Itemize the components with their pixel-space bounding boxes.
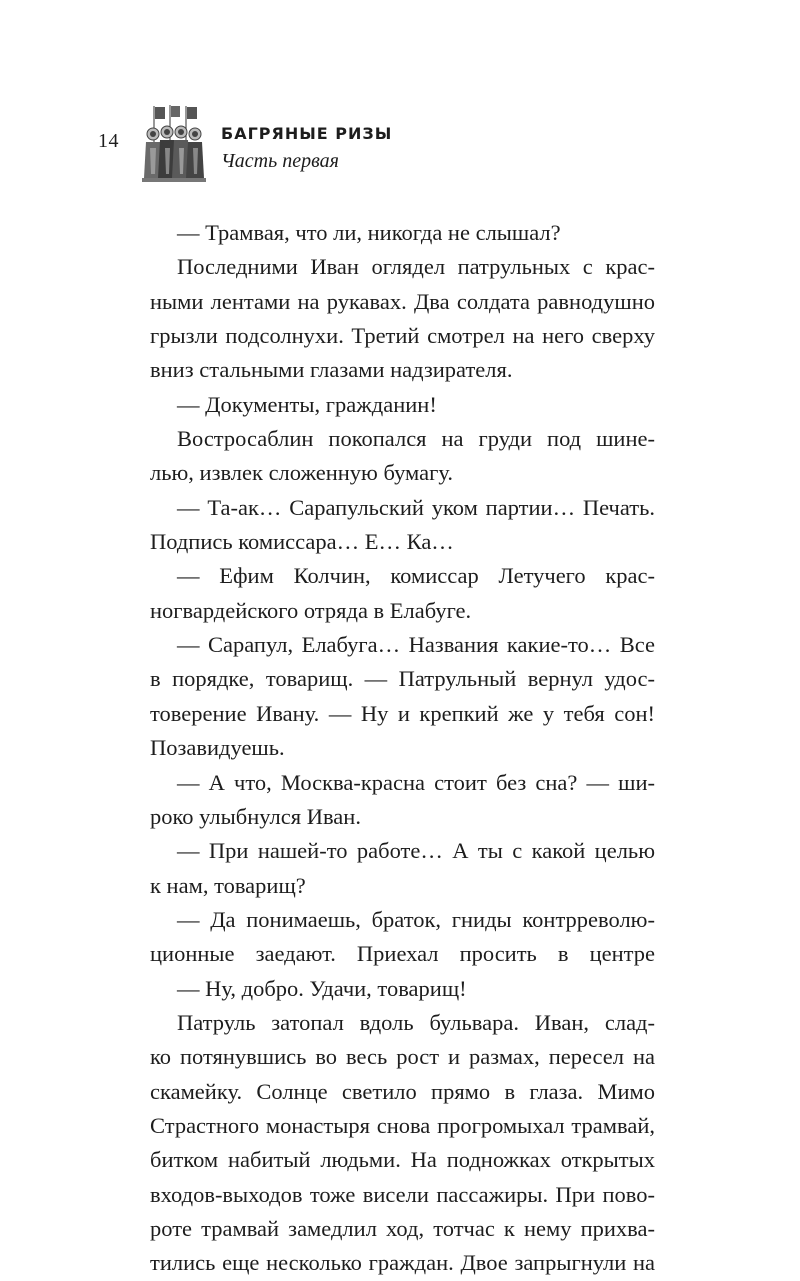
text-line: Востросаблин покопался на груди под шине- xyxy=(177,426,655,452)
text-line: скамейку. Солнце светило прямо в глаза. Мимо xyxy=(150,1078,655,1104)
text-line: ными лентами на рукавах. Два солдата равнодушно xyxy=(150,288,655,314)
text-line: Страстного монастыря снова прогромыхал трамвай, xyxy=(150,1112,655,1138)
text-line: вниз стальными глазами надзирателя. xyxy=(150,357,513,383)
text-line: роте трамвай замедлил ход, тотчас к нему прихва- xyxy=(150,1215,655,1241)
text-line: ционные заедают. Приехал просить в центре xyxy=(150,941,655,967)
text-line: входов-выходов тоже висели пассажиры. При пово- xyxy=(150,1181,655,1207)
text-line: грызли подсолнухи. Третий смотрел на него сверху xyxy=(150,323,655,349)
text-line: ногвардейского отряда в Елабуге. xyxy=(150,597,472,623)
text-line: — Ефим Колчин, комиссар Летучего крас- xyxy=(177,563,655,589)
text-line: роко улыбнулся Иван. xyxy=(150,803,361,829)
text-line: Позавидуешь. xyxy=(150,735,285,761)
text-line: в порядке, товарищ. — Патрульный вернул удос- xyxy=(150,666,655,692)
text-line: — При нашей-то работе… А ты с какой целью xyxy=(177,838,655,864)
text-line: ко потянувшись во весь рост и размах, пересел на xyxy=(150,1044,655,1070)
book-title: БАГРЯНЫЕ РИЗЫ xyxy=(221,124,393,143)
text-line: лью, извлек сложенную бумагу. xyxy=(150,460,453,486)
text-line: Подпись комиссара… Е… Ка… xyxy=(150,529,454,555)
text-line: Последними Иван оглядел патрульных с крас- xyxy=(177,254,655,280)
text-line: тились еще несколько граждан. Двое запрыгнули на xyxy=(150,1250,655,1276)
text-line: — Документы, гражданин! xyxy=(177,391,437,417)
part-title: Часть первая xyxy=(221,150,339,172)
text-line: — А что, Москва-красна стоит без сна? — ши- xyxy=(177,769,655,795)
page-number: 14 xyxy=(98,130,119,152)
saints-icon-emblem xyxy=(140,104,208,184)
text-line: — Та-ак… Сарапульский уком партии… Печать. xyxy=(177,494,655,520)
text-line: битком набитый людьми. На подножках открытых xyxy=(150,1147,655,1173)
text-line: — Ну, добро. Удачи, товарищ! xyxy=(177,975,467,1001)
body-text xyxy=(150,216,655,1281)
text-line: — Сарапул, Елабуга… Названия какие-то… Все xyxy=(177,632,655,658)
text-line: — Трамвая, что ли, никогда не слышал? xyxy=(177,220,561,245)
text-line: Патруль затопал вдоль бульвара. Иван, слад- xyxy=(177,1009,655,1035)
text-line: товерение Ивану. — Ну и крепкий же у тебя сон! xyxy=(150,700,655,726)
text-line: — Да понимаешь, браток, гниды контрреволю- xyxy=(177,906,655,932)
text-line: к нам, товарищ? xyxy=(150,872,306,898)
